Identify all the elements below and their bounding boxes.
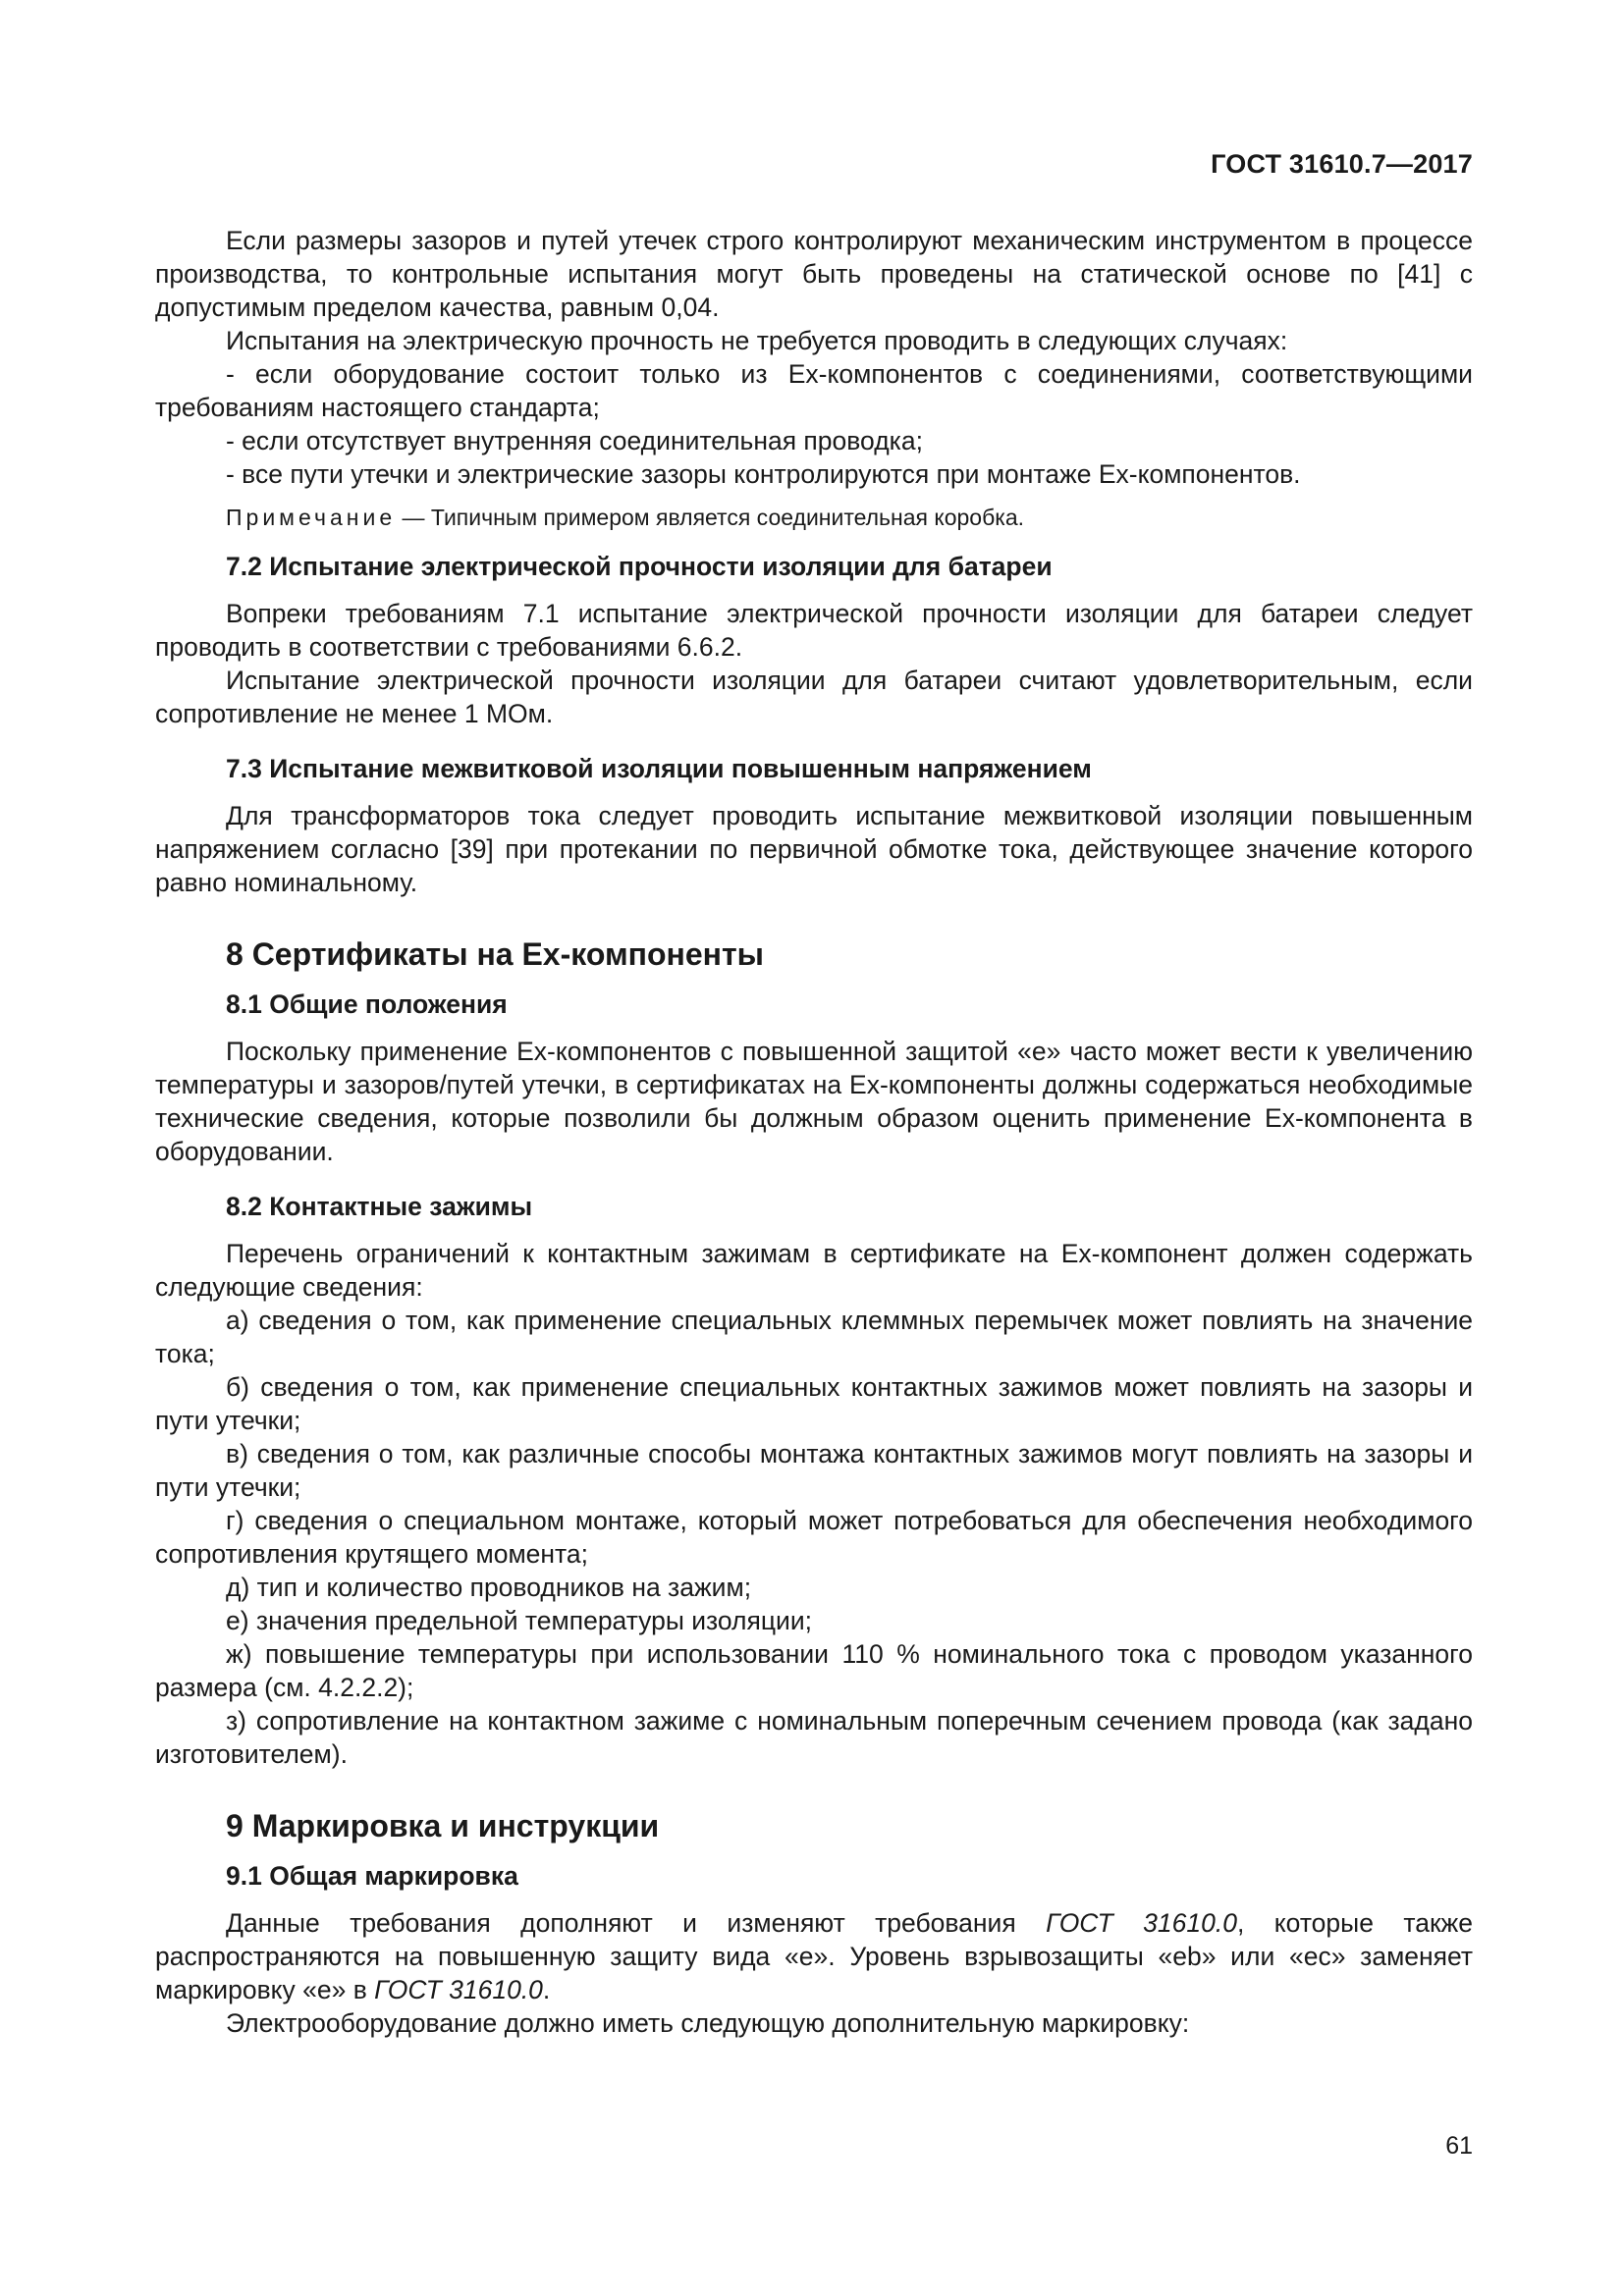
document-id-header: ГОСТ 31610.7—2017 xyxy=(1211,149,1473,179)
list-item: б) сведения о том, как применение специальных контактных зажимов может повлиять на зазоры и пути утечки; xyxy=(155,1372,1473,1435)
list-item: а) сведения о том, как применение специальных клеммных перемычек может повлиять на значение тока; xyxy=(155,1306,1473,1368)
section-heading-9: 9 Маркировка и инструкции xyxy=(226,1808,660,1843)
section-heading-8-2: 8.2 Контактные зажимы xyxy=(226,1192,533,1221)
text-run: , которые также распространяются на повышенную защиту вида «е». Уровень взрывозащиты «eb» или «ec» заменяет маркировку «е» в xyxy=(155,1908,1474,2004)
section-heading-9-1: 9.1 Общая маркировка xyxy=(226,1861,518,1891)
note-label: Примечание xyxy=(226,505,397,530)
paragraph: Если размеры зазоров и путей утечек строго контролируют механическим инструментом в процессе производства, то контрольные испытания могут быть проведены на статической основе по [41] с допустимым пределом качества, равным 0,04. xyxy=(155,226,1473,322)
standard-reference: ГОСТ 31610.0 xyxy=(374,1975,543,2004)
standard-reference: ГОСТ 31610.0 xyxy=(1046,1908,1237,1938)
paragraph: Для трансформаторов тока следует проводить испытание межвитковой изоляции повышенным напряжением согласно [39] при протекании по первичной обмотке тока, действующее значение которого равно номинальному. xyxy=(155,801,1473,897)
list-item: г) сведения о специальном монтаже, который может потребоваться для обеспечения необходимого сопротивления крутящего момента; xyxy=(155,1506,1473,1569)
paragraph: Электрооборудование должно иметь следующую дополнительную маркировку: xyxy=(226,2008,1190,2038)
list-item: - все пути утечки и электрические зазоры контролируются при монтаже Ex-компонентов. xyxy=(226,459,1301,489)
list-item: - если отсутствует внутренняя соединительная проводка; xyxy=(226,426,923,455)
list-item: е) значения предельной температуры изоляции; xyxy=(226,1606,813,1635)
section-heading-7-3: 7.3 Испытание межвитковой изоляции повышенным напряжением xyxy=(226,754,1092,783)
note-dash: — xyxy=(402,505,425,530)
paragraph: Испытание электрической прочности изоляции для батареи считают удовлетворительным, если сопротивление не менее 1 МОм. xyxy=(155,666,1473,728)
text-run: Данные требования дополняют и изменяют требования xyxy=(226,1908,1047,1938)
list-item: в) сведения о том, как различные способы монтажа контактных зажимов могут повлиять на зазоры и пути утечки; xyxy=(155,1439,1473,1502)
list-item: д) тип и количество проводников на зажим; xyxy=(226,1573,752,1602)
document-page xyxy=(155,0,1473,2296)
list-item: з) сопротивление на контактном зажиме с номинальным поперечным сечением провода (как задано изготовителем). xyxy=(155,1706,1473,1769)
section-heading-8: 8 Сертификаты на Ex-компоненты xyxy=(226,936,764,972)
note-text: Типичным примером является соединительная коробка. xyxy=(430,505,1024,530)
text-run: . xyxy=(542,1975,551,2004)
list-item: - если оборудование состоит только из Ex-компонентов с соединениями, соответствующими требованиям настоящего стандарта; xyxy=(155,359,1473,422)
page-number: 61 xyxy=(1445,2132,1473,2160)
paragraph: Перечень ограничений к контактным зажимам в сертификате на Ex-компонент должен содержать следующие сведения: xyxy=(155,1239,1473,1302)
paragraph: Испытания на электрическую прочность не требуется проводить в следующих случаях: xyxy=(226,326,1288,355)
paragraph xyxy=(155,1906,1473,2006)
paragraph: Поскольку применение Ex-компонентов с повышенной защитой «е» часто может вести к увеличению температуры и зазоров/путей утечки, в сертификатах на Ex-компоненты должны содержаться необходимые технические сведения, которые позволили бы должным образом оценить применение Ex-компонента в оборудовании. xyxy=(155,1037,1473,1166)
section-heading-8-1: 8.1 Общие положения xyxy=(226,989,508,1019)
document-body xyxy=(155,224,1473,2040)
section-heading-7-2: 7.2 Испытание электрической прочности изоляции для батареи xyxy=(226,552,1053,581)
paragraph: Вопреки требованиям 7.1 испытание электрической прочности изоляции для батареи следует проводить в соответствии с требованиями 6.6.2. xyxy=(155,599,1473,662)
note xyxy=(155,503,1473,532)
list-item: ж) повышение температуры при использовании 110 % номинального тока с проводом указанного размера (см. 4.2.2.2); xyxy=(155,1639,1473,1702)
